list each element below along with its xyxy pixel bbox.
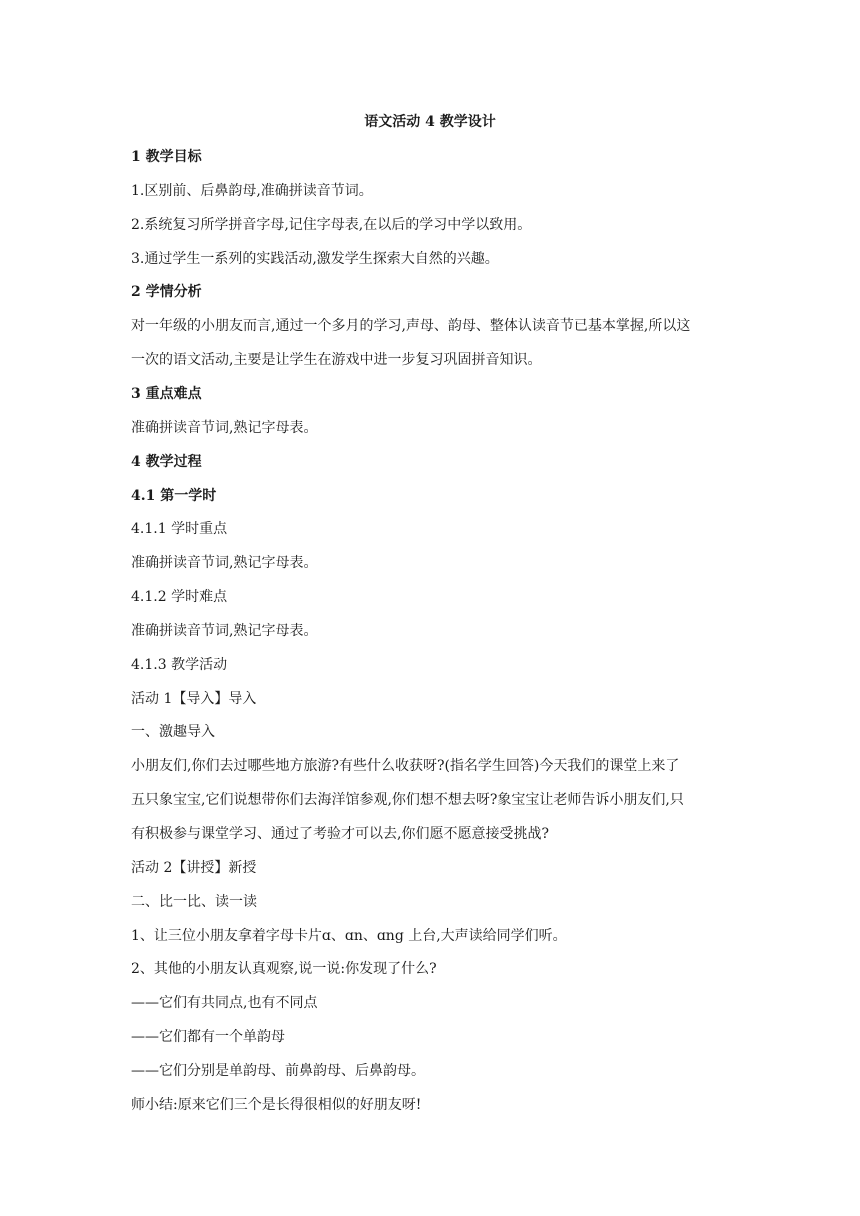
paragraph-line: 2.系统复习所学拼音字母,记住字母表,在以后的学习中学以致用。 [131, 217, 532, 233]
paragraph-line: 对一年级的小朋友而言,通过一个多月的学习,声母、韵母、整体认读音节已基本掌握,所以这 [131, 318, 691, 334]
paragraph-line: 4.1.3 教学活动 [131, 657, 228, 673]
paragraph-line: ——它们有共同点,也有不同点 [131, 995, 318, 1011]
paragraph-line: 活动 1【导入】导入 [131, 691, 257, 707]
paragraph-line: 1、让三位小朋友拿着字母卡片ɑ、ɑn、ɑng 上台,大声读给同学们听。 [131, 928, 567, 944]
paragraph-line: 4.1.1 学时重点 [131, 521, 228, 537]
paragraph-line: 有积极参与课堂学习、通过了考验才可以去,你们愿不愿意接受挑战? [131, 826, 549, 842]
paragraph-line: 1.区别前、后鼻韵母,准确拼读音节词。 [131, 183, 373, 199]
paragraph-line: 准确拼读音节词,熟记字母表。 [131, 420, 318, 436]
section-heading: 3 重点难点 [131, 386, 202, 402]
paragraph-line: 4.1.2 学时难点 [131, 589, 228, 605]
paragraph-line: 二、比一比、读一读 [131, 894, 257, 910]
paragraph-line: 小朋友们,你们去过哪些地方旅游?有些什么收获呀?(指名学生回答)今天我们的课堂上来了 [131, 758, 680, 774]
section-heading: 1 教学目标 [131, 149, 202, 165]
paragraph-line: 3.通过学生一系列的实践活动,激发学生探索大自然的兴趣。 [131, 251, 499, 267]
section-heading: 4 教学过程 [131, 454, 202, 470]
paragraph-line: ——它们都有一个单韵母 [131, 1029, 285, 1045]
paragraph-line: 活动 2【讲授】新授 [131, 860, 257, 876]
paragraph-line: 一、激趣导入 [131, 724, 215, 740]
paragraph-line: 准确拼读音节词,熟记字母表。 [131, 555, 318, 571]
section-heading: 4.1 第一学时 [131, 488, 217, 504]
paragraph-line: 一次的语文活动,主要是让学生在游戏中进一步复习巩固拼音知识。 [131, 352, 542, 368]
paragraph-line: 准确拼读音节词,熟记字母表。 [131, 623, 318, 639]
paragraph-line: 2、其他的小朋友认真观察,说一说:你发现了什么? [131, 961, 437, 977]
paragraph-line: 师小结:原来它们三个是长得很相似的好朋友呀! [131, 1097, 422, 1113]
paragraph-line: ——它们分别是单韵母、前鼻韵母、后鼻韵母。 [131, 1063, 425, 1079]
document-title: 语文活动 4 教学设计 [364, 114, 496, 130]
section-heading: 2 学情分析 [131, 284, 202, 300]
paragraph-line: 五只象宝宝,它们说想带你们去海洋馆参观,你们想不想去呀?象宝宝让老师告诉小朋友们,只 [131, 792, 684, 808]
